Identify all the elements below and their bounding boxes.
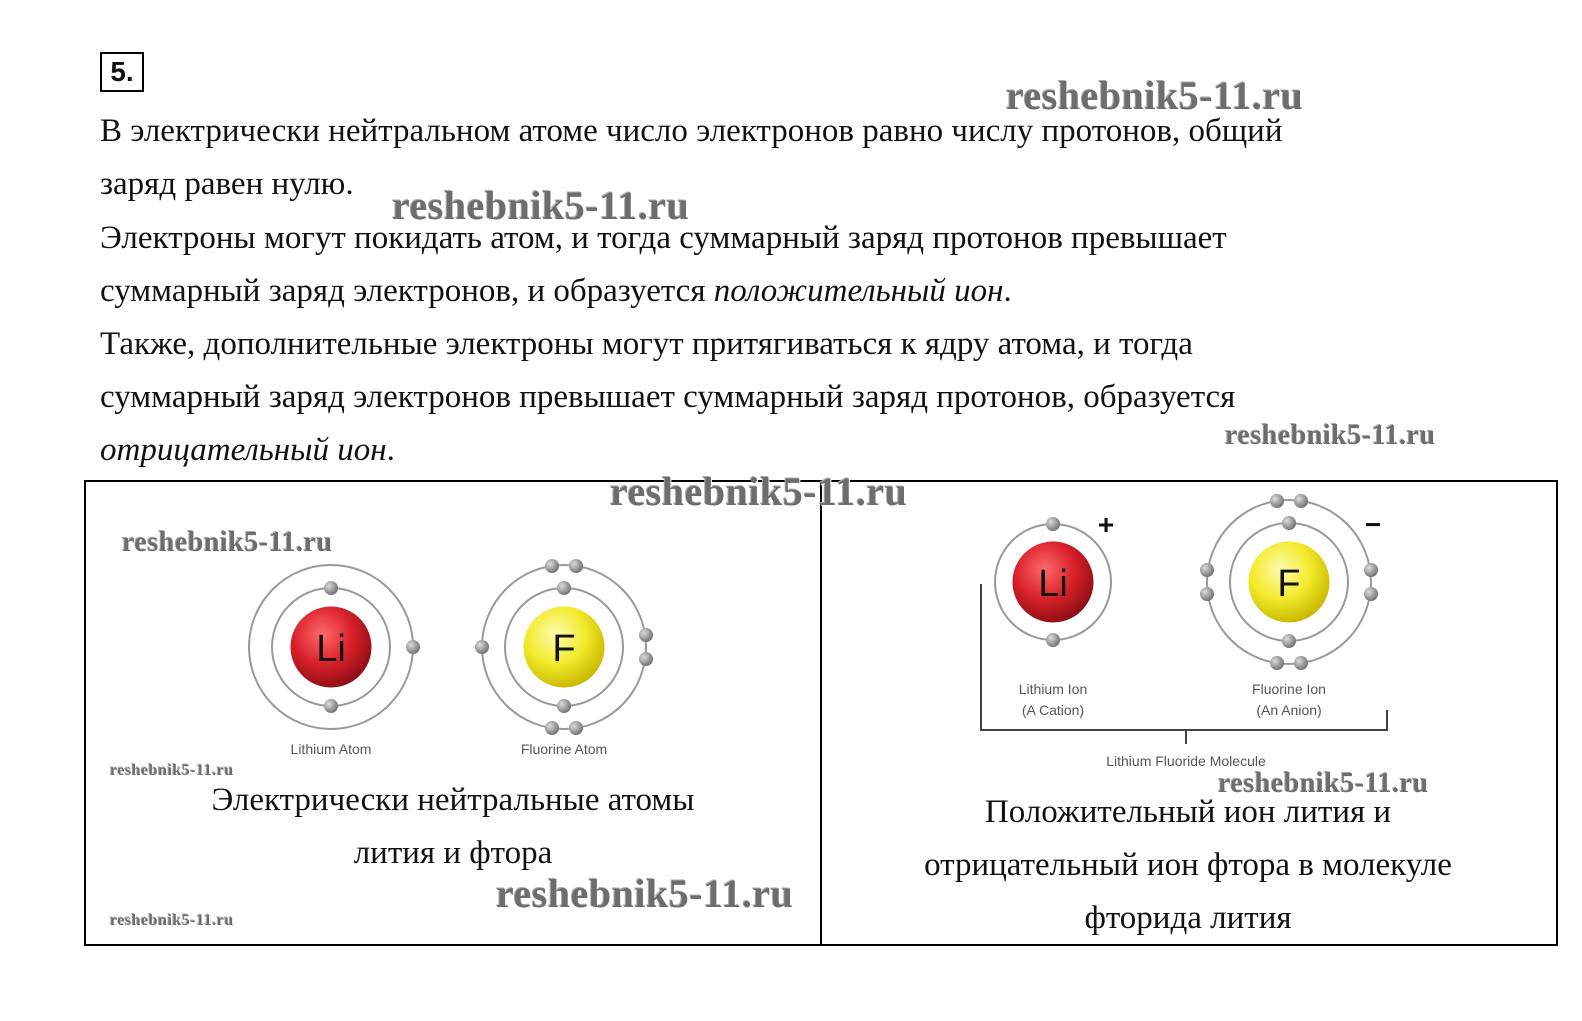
term-negative-ion: отрицательный ион bbox=[100, 432, 387, 468]
caption-line: лития и фтора bbox=[353, 835, 553, 871]
fluorine-symbol: F bbox=[552, 628, 576, 670]
paragraph-positive-ion bbox=[100, 212, 1520, 318]
paragraph-text: суммарный заряд электронов, и образуется bbox=[100, 273, 714, 309]
fluorine-ion bbox=[1200, 494, 1381, 718]
lithium-atom-label: Lithium Atom bbox=[290, 741, 372, 757]
caption-line: отрицательный ион фтора в молекуле bbox=[924, 847, 1452, 883]
lithium-ion bbox=[995, 509, 1114, 718]
watermark: reshebnik5-11.ru bbox=[496, 871, 794, 916]
lithium-ion-label: Lithium Ion bbox=[1018, 681, 1088, 697]
fluorine-atom bbox=[475, 559, 653, 757]
right-caption bbox=[821, 786, 1555, 945]
fluorine-ion-label: Fluorine Ion bbox=[1252, 681, 1326, 697]
paragraph-negative-ion bbox=[100, 318, 1520, 477]
lithium-atom bbox=[249, 565, 420, 757]
fluorine-ion-sublabel: (An Anion) bbox=[1256, 702, 1322, 718]
fluorine-atom-label: Fluorine Atom bbox=[520, 741, 608, 757]
left-caption bbox=[86, 774, 820, 880]
watermark: reshebnik5-11.ru bbox=[1218, 768, 1429, 799]
ions-diagram bbox=[821, 482, 1555, 782]
paragraph-line bbox=[100, 265, 1520, 318]
paragraph-line: Электроны могут покидать атом, и тогда суммарный заряд протонов превышает bbox=[100, 220, 1227, 256]
minus-sign: − bbox=[1364, 509, 1382, 540]
paragraph-text: . bbox=[1003, 273, 1012, 309]
lithium-ion-symbol: Li bbox=[1038, 563, 1068, 605]
panel-ions bbox=[820, 480, 1558, 946]
paragraph-text: . bbox=[386, 432, 395, 468]
paragraph-line: Также, дополнительные электроны могут притягиваться к ядру атома, и тогда bbox=[100, 326, 1193, 362]
caption-line: Положительный ион лития и bbox=[984, 794, 1392, 830]
watermark: reshebnik5-11.ru bbox=[1006, 73, 1304, 118]
paragraph-line: заряд равен нулю. bbox=[100, 166, 354, 202]
caption-line: фторида лития bbox=[1084, 900, 1292, 936]
watermark: reshebnik5-11.ru bbox=[1225, 420, 1436, 451]
task-number: 5. bbox=[100, 52, 144, 92]
caption-line: Электрически нейтральные атомы bbox=[211, 782, 695, 818]
lithium-ion-sublabel: (A Cation) bbox=[1021, 702, 1085, 718]
lithium-symbol: Li bbox=[316, 628, 346, 670]
fluorine-ion-symbol: F bbox=[1277, 563, 1301, 605]
watermark: reshebnik5-11.ru bbox=[110, 912, 234, 929]
paragraph-neutral-atom bbox=[100, 105, 1520, 211]
watermark: reshebnik5-11.ru bbox=[122, 527, 333, 558]
molecule-label: Lithium Fluoride Molecule bbox=[1106, 753, 1266, 769]
watermark: reshebnik5-11.ru bbox=[610, 469, 908, 514]
term-positive-ion: положительный ион bbox=[713, 273, 1004, 309]
plus-sign: + bbox=[1097, 509, 1115, 540]
paragraph-line: суммарный заряд электронов превышает суммарный заряд протонов, образуется bbox=[100, 379, 1236, 415]
watermark: reshebnik5-11.ru bbox=[392, 183, 690, 228]
watermark: reshebnik5-11.ru bbox=[110, 762, 234, 779]
paragraph-line: В электрически нейтральном атоме число электронов равно числу протонов, общий bbox=[100, 113, 1283, 149]
